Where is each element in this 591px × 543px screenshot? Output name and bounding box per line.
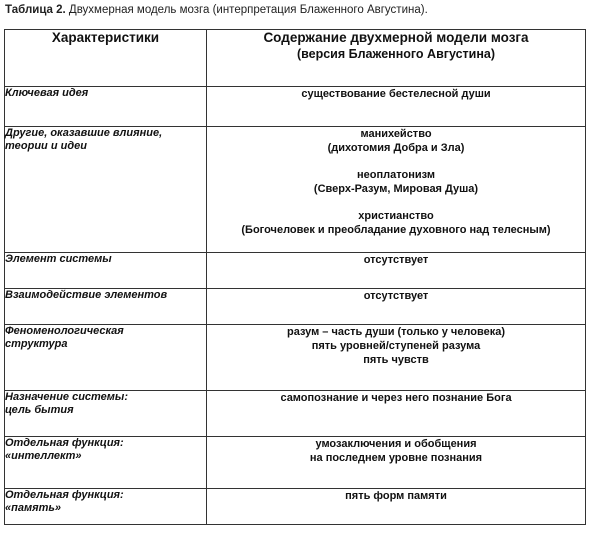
content-cell xyxy=(207,127,586,253)
header-row xyxy=(5,30,586,87)
content-group xyxy=(207,87,585,101)
table-caption xyxy=(5,3,428,17)
header-content xyxy=(207,30,586,87)
characteristic-text: Феноменологическая xyxy=(5,325,124,337)
content-text: (дихотомия Добра и Зла) xyxy=(327,142,465,154)
characteristic-cell xyxy=(5,127,207,253)
characteristic-text: Другие, оказавшие влияние, xyxy=(5,127,163,139)
characteristic-text: Отдельная функция: xyxy=(5,437,124,449)
content-text: (Сверх-Разум, Мировая Душа) xyxy=(313,183,479,195)
header-content-subtitle: (версия Блаженного Августина) xyxy=(296,47,496,61)
characteristic-cell xyxy=(5,87,207,127)
content-text: разум – часть души (только у человека) xyxy=(286,326,506,338)
characteristic-text: «интеллект» xyxy=(5,450,82,462)
table-row xyxy=(5,325,586,391)
table-row xyxy=(5,289,586,325)
characteristic-text: структура xyxy=(5,338,68,350)
table-body xyxy=(5,87,586,525)
caption-label: Таблица 2. xyxy=(5,4,66,16)
table-row xyxy=(5,391,586,437)
content-text: отсутствует xyxy=(363,290,429,302)
characteristic-cell xyxy=(5,391,207,437)
content-cell xyxy=(207,489,586,525)
content-group xyxy=(207,209,585,237)
content-group xyxy=(207,127,585,155)
content-text: христианство xyxy=(358,210,434,222)
content-cell xyxy=(207,289,586,325)
content-text: существование бестелесной души xyxy=(301,88,491,100)
characteristic-text: «память» xyxy=(5,502,61,514)
content-text: пять форм памяти xyxy=(345,490,447,502)
content-text: отсутствует xyxy=(363,254,429,266)
content-cell xyxy=(207,325,586,391)
characteristic-cell xyxy=(5,325,207,391)
content-text: умозаключения и обобщения xyxy=(315,438,477,450)
header-content-title: Содержание двухмерной модели мозга xyxy=(263,30,529,45)
content-group xyxy=(207,489,585,503)
content-text: пять уровней/ступеней разума xyxy=(311,340,481,352)
characteristic-cell xyxy=(5,489,207,525)
characteristic-text: цель бытия xyxy=(5,404,74,416)
characteristic-cell xyxy=(5,253,207,289)
content-group xyxy=(207,168,585,196)
content-text: неоплатонизм xyxy=(357,169,435,181)
header-characteristics: Характеристики xyxy=(5,30,207,87)
characteristic-text: теории и идеи xyxy=(5,140,87,152)
characteristic-text: Взаимодействие элементов xyxy=(5,289,168,301)
content-text: (Богочеловек и преобладание духовного над телесным) xyxy=(241,224,551,236)
content-cell xyxy=(207,87,586,127)
content-cell xyxy=(207,391,586,437)
content-cell xyxy=(207,437,586,489)
content-group xyxy=(207,289,585,303)
characteristic-text: Ключевая идея xyxy=(5,87,89,99)
model-table xyxy=(4,29,586,525)
content-text: на последнем уровне познания xyxy=(309,452,483,464)
content-group xyxy=(207,391,585,405)
caption-text: Двухмерная модель мозга (интерпретация Блаженного Августина). xyxy=(65,4,428,16)
characteristic-text: Назначение системы: xyxy=(5,391,128,403)
content-group xyxy=(207,253,585,267)
characteristic-text: Элемент системы xyxy=(5,253,112,265)
characteristic-text: Отдельная функция: xyxy=(5,489,124,501)
table-row xyxy=(5,253,586,289)
characteristic-cell xyxy=(5,289,207,325)
content-text: самопознание и через него познание Бога xyxy=(280,392,512,404)
table-row xyxy=(5,127,586,253)
table-row xyxy=(5,437,586,489)
table-row xyxy=(5,489,586,525)
content-group xyxy=(207,437,585,465)
content-cell xyxy=(207,253,586,289)
content-group xyxy=(207,325,585,367)
table-row xyxy=(5,87,586,127)
content-text: манихейство xyxy=(360,128,432,140)
content-text: пять чувств xyxy=(363,354,429,366)
characteristic-cell xyxy=(5,437,207,489)
